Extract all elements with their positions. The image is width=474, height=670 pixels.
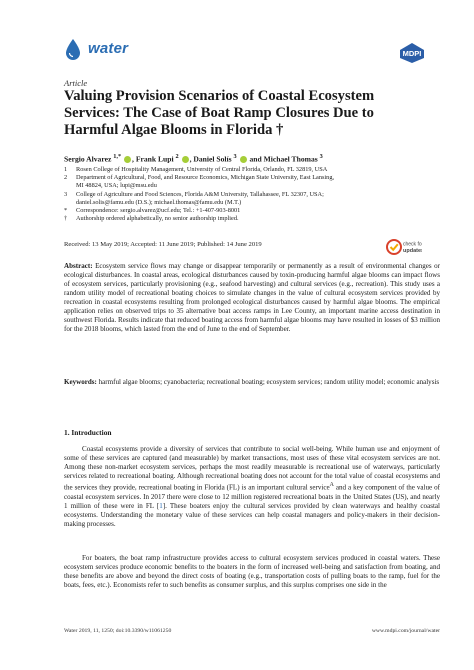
affiliation-item [64,207,374,215]
affiliation-mark: 1 [64,166,68,173]
abstract-label: Abstract: [64,262,93,270]
paragraph-text: and a key component of the value of coastal ecosystem services. In 2017 there were close to 12 million registered recreational boats in the United States (US), and nearly 1 million of these were in FL [ [64,483,440,510]
check-for-updates-icon [386,236,422,258]
mdpi-logo-icon [398,42,426,64]
author-sep: and [247,154,264,164]
publication-dates: Received: 13 May 2019; Accepted: 11 June 2019; Published: 14 June 2019 [64,241,262,248]
body-paragraph [64,445,440,529]
water-drop-logo-icon [64,38,82,62]
author-sup: 2 [175,153,179,160]
affiliation-line: Rosen College of Hospitality Management, University of Central Florida, Orlando, FL 32819, USA [76,166,328,173]
keywords-label: Keywords: [64,378,97,386]
author-name: Frank Lupi [135,154,174,164]
paper-title: Valuing Provision Scenarios of Coastal Ecosystem Services: The Case of Boat Ramp Closures Due to Harmful Algae Blooms in Florida † [64,88,375,138]
affiliation-mark: † [64,215,68,223]
abstract-text: Ecosystem service flows may change or disappear temporarily or permanently as a result of environmental changes or ecological disturbances. In coastal areas, ecological disturbances caused by toxin-producing harmful algae blooms can impact flows of ecosystem services, particularly provisioning (e.g., seafood harvesting) and cultural services (e.g., recreation). This study uses a random utility model of recreational boating choices to simulate changes in the value of cultural ecosystem services provided by recreation in coastal ecosystems resulting from prolonged ecological disturbances caused by harmful algae blooms. The empirical application relies on observed trips to 35 alternative boat access ramps in Lee County, an important marine access destination in southwest Florida. Results indicate that reduced boating access from harmful algae blooms may have resulted in losses of $3 million for the 2018 blooms, which lasted from the end of June to the end of September. [64,262,441,334]
article-type: Article [64,78,88,88]
mdpi-logo [398,42,426,64]
body-paragraph: For boaters, the boat ramp infrastructure provides access to cultural ecosystem services produced in coastal waters. These ecosystem services produce economic benefits to the boaters in the form of increased well-being and satisfaction from boating, and these benefits are above and beyond the direct costs of boating (e.g., transportation costs of pulling boats to the ramp, fuel for the boats, fees, etc.). Economists refer to such benefits as consumer surplus, and this surplus comprises one side in the [64,554,440,590]
affiliation-line: daniel.solis@famu.edu (D.S.); michael.thomas@famu.edu (M.T.) [76,198,242,206]
author-name: Michael Thomas [263,154,318,164]
correspondence-line: Correspondence: sergio.alvarez@ucf.edu; Tel.: +1-407-903-8001 [76,207,241,215]
keywords-text: harmful algae blooms; cyanobacteria; recreational boating; ecosystem services; random utility model; economic analysis [98,378,440,386]
affiliation-item [64,174,374,190]
author-sup: 1,* [113,153,122,160]
affiliation-item [64,166,374,174]
affiliation-mark: * [64,207,68,215]
reference-link[interactable]: 1 [159,501,163,510]
footnote-mark: A [329,482,334,489]
author-name: Daniel Solís [193,154,232,164]
affiliation-item [64,215,374,223]
orcid-icon[interactable] [240,156,247,163]
journal-name: water [88,40,129,57]
mdpi-logo-text: MDPI [402,49,422,58]
affiliation-line: MI 48824, USA; lupi@msu.edu [76,182,157,190]
check-text-1: check for [403,241,422,248]
author-name: Sergio Alvarez [64,154,112,164]
orcid-icon[interactable] [182,156,189,163]
page-footer [64,628,440,634]
paragraph-text: ]. These boaters enjoy the cultural services provided by clean waterways and healthy coastal ecosystems. Understanding the monetary value of these services can help coastal managers and policy-makers in their decision-making processes. [64,501,440,528]
section-heading: 1. Introduction [64,428,112,437]
affiliation-line: College of Agriculture and Food Sciences, Florida A&M University, Tallahassee, FL 32307, USA; [76,190,324,198]
affiliations [64,166,374,223]
orcid-icon[interactable] [124,156,131,163]
affiliation-mark: 2 [64,174,68,182]
authorship-note: Authorship ordered alphabetically, no senior authorship implied. [76,215,239,223]
check-for-updates-badge[interactable] [386,236,422,258]
author-sep: , [189,154,194,164]
author-sup: 3 [233,153,237,160]
author-list [64,153,444,164]
check-text-2: updates [403,248,422,254]
paragraph-text: Coastal ecosystems provide a diversity of services that contribute to social well-being. While human use and enjoyment of some of these services are captured (and measurable) by market transactions, most uses of these vital ecosystem services are not. Among these non-market ecosystem services, perhaps the most readily measurable is recreational use of waterways, particularly services related to recreational boating. Although recreational boating does not account for the total value of coastal ecosystems and the services they provide, recreational boating in Florida (FL) is an important cultural service [64,445,440,492]
abstract [64,262,440,334]
author-sup: 3 [319,153,323,160]
footer-citation: Water 2019, 11, 1250; doi:10.3390/w11061250 [64,628,172,634]
affiliation-mark: 3 [64,190,68,198]
footer-url[interactable]: www.mdpi.com/journal/water [371,628,440,634]
affiliation-item [64,191,374,207]
keywords [64,378,440,387]
affiliation-line: Department of Agricultural, Food, and Resource Economics, Michigan State University, East Lansing, [76,174,335,182]
author-sep: , [132,154,136,164]
